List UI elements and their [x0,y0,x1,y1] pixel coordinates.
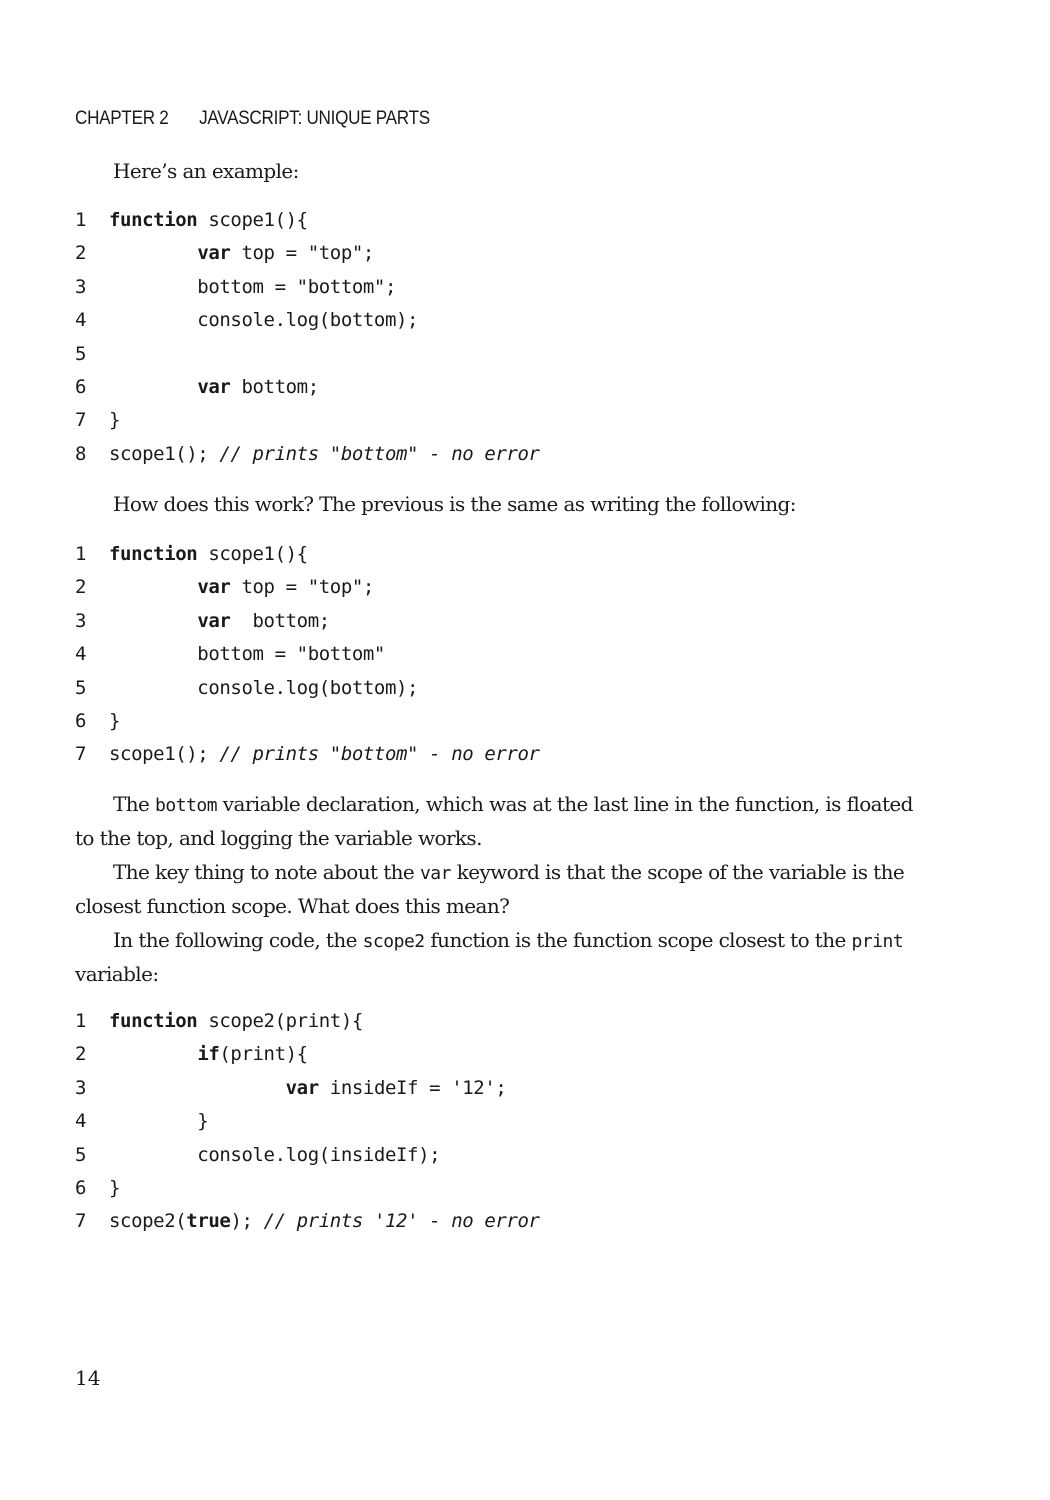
code-line: 4 bottom = "bottom" [75,638,540,671]
code-line: 7 scope2(true); // prints '12' - no error [75,1205,540,1238]
line-number: 6 [75,375,87,398]
code-line: 8 scope1(); // prints "bottom" - no error [75,438,540,471]
line-number: 6 [75,709,87,732]
inline-code: print [851,930,904,952]
code-line: 6 var bottom; [75,371,540,404]
code-line: 2 var top = "top"; [75,571,540,604]
line-number: 2 [75,242,87,265]
code-line: 1 function scope1(){ [75,204,540,237]
code-line: 5 console.log(insideIf); [75,1139,540,1172]
code-line: 4 } [75,1105,540,1138]
line-number: 5 [75,1143,87,1166]
line-number: 2 [75,1043,87,1066]
page-number: 14 [75,1366,101,1390]
line-number: 6 [75,1176,87,1199]
code-block-1 [75,204,540,471]
code-line: 7 scope1(); // prints "bottom" - no error [75,738,540,771]
inline-code: scope2 [362,930,425,952]
paragraph-4: The key thing to note about the var keyword is that the scope of the variable is the closest function scope. What does this mean? [75,859,905,919]
code-line: 6 } [75,705,540,738]
code-line: 6 } [75,1172,540,1205]
chapter-title: JAVASCRIPT: UNIQUE PARTS [199,108,430,129]
line-number: 4 [75,643,87,666]
code-line: 5 console.log(bottom); [75,672,540,705]
line-number: 4 [75,1110,87,1133]
code-block-2 [75,538,540,772]
code-line: 3 var bottom; [75,605,540,638]
line-number: 7 [75,743,87,766]
chapter-label: CHAPTER 2 [75,108,169,129]
code-line: 1 function scope2(print){ [75,1005,540,1038]
line-number: 3 [75,275,87,298]
code-block-3 [75,1005,540,1239]
code-line: 4 console.log(bottom); [75,304,540,337]
line-number: 4 [75,309,87,332]
running-header [75,108,430,130]
line-number: 1 [75,1010,87,1032]
paragraph-2: How does this work? The previous is the same as writing the following: [113,492,796,516]
line-number: 8 [75,442,87,465]
inline-code: var [419,862,451,884]
intro-paragraph: Here’s an example: [113,159,299,183]
line-number: 3 [75,609,87,632]
line-number: 1 [75,543,87,565]
line-number: 3 [75,1076,87,1099]
inline-code: bottom [155,795,218,816]
code-line: 7 } [75,404,540,437]
line-number: 2 [75,576,87,599]
line-number: 5 [75,342,87,365]
code-line [75,338,540,371]
paragraph-5: In the following code, the scope2 function is the function scope closest to the print variable: [75,927,904,987]
code-line: 2 var top = "top"; [75,237,540,270]
paragraph-3: The bottom variable declaration, which was at the last line in the function, is floated to the top, and logging the variable works. The key thing to note about the var keyword is that the scope of the variable is the closest function scope. What does this mean? In the following code, the scope2 function is the function scope closest to the print variable: [75,788,935,991]
code-line: 3 bottom = "bottom"; [75,271,540,304]
code-line: 2 if(print){ [75,1038,540,1071]
code-line: 3 var insideIf = '12'; [75,1072,540,1105]
line-number: 7 [75,409,87,432]
line-number: 7 [75,1210,87,1233]
line-number: 5 [75,676,87,699]
line-number: 1 [75,209,87,231]
code-line: 1 function scope1(){ [75,538,540,571]
